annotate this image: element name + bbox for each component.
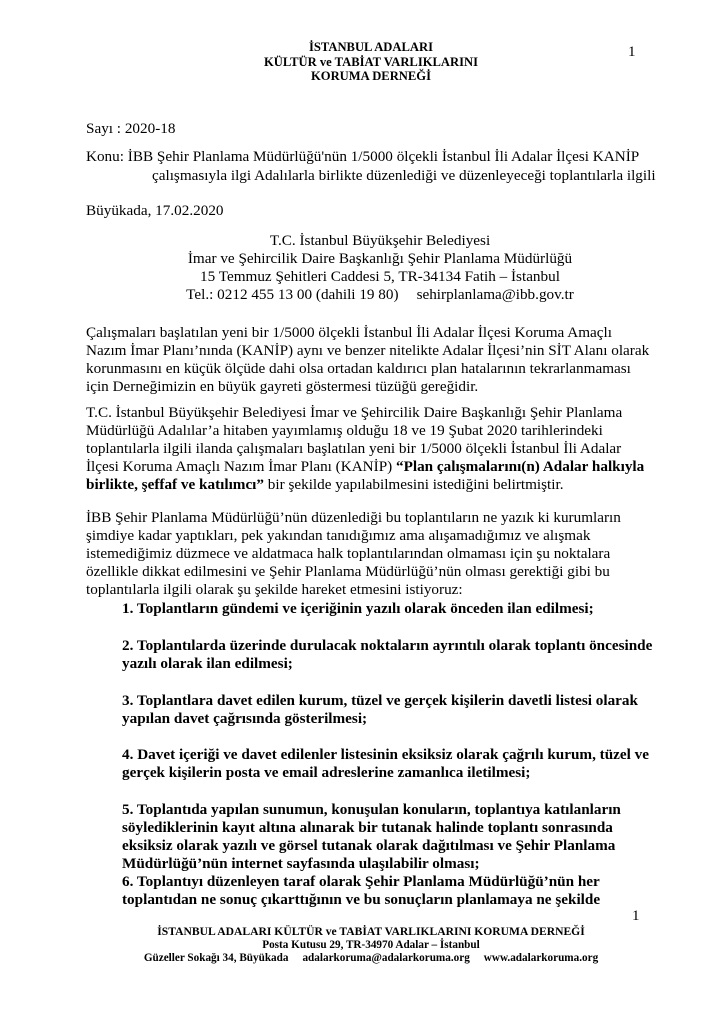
recipient-contact	[180, 286, 580, 304]
paragraph-2-text-b: bir şekilde yapılabilmesini istediğini belirtmiştir.	[264, 476, 564, 493]
footer-org-name: İSTANBUL ADALARI KÜLTÜR ve TABİAT VARLIKLARINI KORUMA DERNEĞİ	[157, 925, 585, 938]
list-item: 3. Toplantlara davet edilen kurum, tüzel ve gerçek kişilerin davetli listesi olarak yapılan davet çağrısında gösterilmesi;	[122, 692, 638, 727]
paragraph-3: İBB Şehir Planlama Müdürlüğü’nün düzenlediği bu toplantıların ne yazık ki kurumların şimdiye kadar yaptıkları, pek yakından tanıdığımız ama alışamadığımız ve alışmak istemediğimiz düzmece ve aldatmaca halk toplantılarından olmaması için şu noktalara özellikle dikkat edilmesini ve Şehir Planlama Müdürlüğü’nün olması gerektiği gibi bu toplantılarla ilgili olarak şu şekilde hareket etmesini istiyoruz:	[86, 509, 621, 598]
list-item: 6. Toplantıyı düzenleyen taraf olarak Şehir Planlama Müdürlüğü’nün her toplantıdan ne sonuç çıkarttığının ve bu sonuçların planlamaya ne şekilde	[122, 873, 601, 908]
footer	[0, 925, 724, 966]
page-number-top: 1	[628, 44, 636, 60]
place-date: Büyükada, 17.02.2020	[86, 202, 224, 219]
footer-email: adalarkoruma@adalarkoruma.org	[302, 952, 470, 964]
recipient-line-3: 15 Temmuz Şehitleri Caddesi 5, TR-34134 Fatih – İstanbul	[200, 268, 560, 285]
subject-line-2: çalışmasıyla ilgi Adalılarla birlikte düzenlediği ve düzenleyeceği toplantılarla ilgili	[152, 167, 656, 184]
letterhead-line-2: KÜLTÜR ve TABİAT VARLIKLARINI	[263, 54, 479, 69]
recipient-phone: Tel.: 0212 455 13 00 (dahili 19 80)	[186, 286, 399, 303]
letterhead-line-3: KORUMA DERNEĞİ	[311, 69, 431, 84]
list-item: 1. Toplantların gündemi ve içeriğinin yazılı olarak önceden ilan edilmesi;	[122, 600, 594, 617]
list-item: 4. Davet içeriği ve davet edilenler listesinin eksiksiz olarak çağrılı kurum, tüzel ve gerçek kişilerin posta ve email adreslerine zamanlıca iletilmesi;	[122, 746, 650, 781]
footer-postal: Posta Kutusu 29, TR-34970 Adalar – İstanbul	[262, 938, 480, 951]
recipient-email: sehirplanlama@ibb.gov.tr	[416, 286, 574, 303]
letterhead	[0, 40, 724, 84]
list-item: 2. Toplantılarda üzerinde durulacak noktaların ayrıntılı olarak toplantı öncesinde yazılı olarak ilan edilmesi;	[122, 637, 653, 672]
footer-contact	[18, 952, 724, 966]
letterhead-line-1: İSTANBUL ADALARI	[309, 40, 433, 54]
paragraph-2-text-a: T.C. İstanbul Büyükşehir Belediyesi İmar ve Şehircilik Daire Başkanlığı Şehir Planlama Müdürlüğü Adalılar’a hitaben yayımlamış olduğu 18 ve 19 Şubat 2020 tarihlerindeki toplantılarla ilgili ilanda çalışmaları başlatılan yeni bir 1/5000 ölçekli İstanbul İli Adalar İlçesi Koruma Amaçlı Nazım İmar Planı (KANİP)	[86, 404, 623, 475]
paragraph-2	[86, 404, 656, 494]
footer-website: www.adalarkoruma.org	[483, 952, 599, 964]
recipient-line-1: T.C. İstanbul Büyükşehir Belediyesi	[269, 232, 491, 249]
subject-line-1: Konu: İBB Şehir Planlama Müdürlüğü'nün 1/5000 ölçekli İstanbul İli Adalar İlçesi KANİP	[86, 148, 640, 165]
recipient-line-2: İmar ve Şehircilik Daire Başkanlığı Şehir Planlama Müdürlüğü	[187, 250, 573, 267]
page-number-bottom: 1	[632, 908, 640, 924]
paragraph-2-quote: “Plan çalışmalarını(n) Adalar halkıyla birlikte, şeffaf ve katılımcı”	[86, 458, 645, 493]
paragraph-1: Çalışmaları başlatılan yeni bir 1/5000 ölçekli İstanbul İli Adalar İlçesi Koruma Amaçlı Nazım İmar Planı’nında (KANİP) aynı ve benzer nitelikte Adalar İlçesi’nin SİT Alanı olarak korunmasını en küçük ölçüde dahi olsa ortadan kaldırıcı plan hatalarının tekrarlanmaması için Derneğimizin en büyük gayreti göstermesi tüzüğü gereğidir.	[86, 324, 650, 395]
reference-number: Sayı : 2020-18	[86, 120, 176, 137]
recipient-address	[180, 232, 580, 304]
footer-address: Güzeller Sokağı 34, Büyükada	[143, 952, 289, 964]
subject	[86, 147, 686, 185]
list-item: 5. Toplantıda yapılan sunumun, konuşulan konuların, toplantıya katılanların söylediklerinin kayıt altına alınarak bir tutanak halinde toplantı sonrasında eksiksiz olarak yazılı ve görsel tutanak olarak dağıtılması ve Şehir Planlama Müdürlüğü’nün internet sayfasında ulaşılabilir olması;	[122, 801, 621, 872]
